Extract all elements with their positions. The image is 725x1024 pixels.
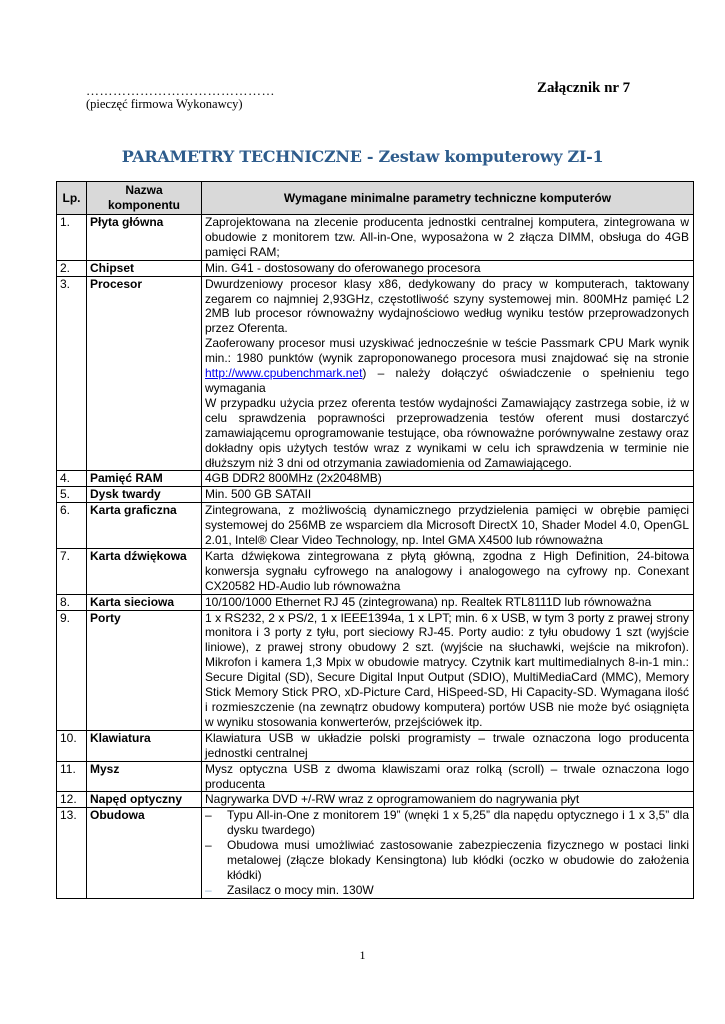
row-desc: Mysz optyczna USB z dwoma klawiszami oraz rolką (scroll) – trwale oznaczona logo producenta: [202, 761, 694, 792]
row-lp: 4.: [57, 471, 87, 487]
header-name-line1: Nazwa: [125, 183, 163, 197]
table-row: [57, 594, 694, 610]
row-lp: 3.: [57, 276, 87, 471]
row-lp: 13.: [57, 808, 87, 898]
row-desc: Klawiatura USB w układzie polski programisty – trwale oznaczona logo producenta jednostki centralnej: [202, 730, 694, 761]
cpu-desc-paragraph-2: [205, 336, 689, 396]
list-item: [205, 838, 689, 883]
stamp-dots-line: ……………………………………: [86, 83, 275, 98]
annex-label: Załącznik nr 7: [537, 80, 631, 96]
row-name: Obudowa: [87, 808, 202, 898]
row-desc: Zaprojektowana na zlecenie producenta jednostki centralnej komputera, zintegrowana w obudowie z monitorem tzw. All-in-One, wyposażona w 2 złącza DIMM, obsługa do 4GB pamięci RAM;: [202, 215, 694, 261]
table-row: [57, 792, 694, 808]
table-row: [57, 610, 694, 730]
cpu-desc-paragraph-1: Dwurdzeniowy procesor klasy x86, dedykowany do pracy w komputerach, taktowany zegarem co najmniej 2,93GHz, częstotliwość szyny systemowej min. 800MHz pamięć L2 2MB lub procesor równoważny wydajnościowo według wyniku testów przeprowadzonych przez Oferenta.: [205, 276, 689, 336]
row-desc: [202, 808, 694, 898]
row-name: Karta graficzna: [87, 503, 202, 549]
table-row: [57, 215, 694, 261]
dash-bullet: –: [205, 838, 212, 853]
row-name: Płyta główna: [87, 215, 202, 261]
row-name: Napęd optyczny: [87, 792, 202, 808]
row-lp: 2.: [57, 260, 87, 276]
table-row: [57, 548, 694, 594]
row-desc: Min. 500 GB SATAII: [202, 487, 694, 503]
row-desc: 10/100/1000 Ethernet RJ 45 (zintegrowana) np. Realtek RTL8111D lub równoważna: [202, 594, 694, 610]
document-title: PARAMETRY TECHNICZNE - Zestaw komputerowy ZI-1: [121, 147, 604, 166]
row-lp: 8.: [57, 594, 87, 610]
case-requirements-list: [205, 808, 689, 897]
row-lp: 11.: [57, 761, 87, 792]
list-item: [205, 808, 689, 838]
cpu-desc-text: ) – należy dołączyć oświadczenie o spełnieniu tego wymagania: [205, 366, 689, 395]
row-name: Klawiatura: [87, 730, 202, 761]
row-name: Pamięć RAM: [87, 471, 202, 487]
list-item: [205, 883, 689, 898]
row-name: Karta sieciowa: [87, 594, 202, 610]
row-desc: Zintegrowana, z możliwością dynamicznego przydzielenia pamięci w obrębie pamięci systemowej do 256MB ze wsparciem dla Microsoft DirectX 10, Shader Model 4.0, OpenGL 2.01, Intel® Clear Video Technology, np. Intel GMA X4500 lub równoważna: [202, 503, 694, 549]
header-name-line2: komponentu: [108, 198, 180, 212]
header-params: Wymagane minimalne parametry techniczne komputerów: [202, 182, 694, 215]
row-name: Procesor: [87, 276, 202, 471]
row-desc: 1 x RS232, 2 x PS/2, 1 x IEEE1394a, 1 x LPT; min. 6 x USB, w tym 3 porty z prawej strony monitora i 3 porty z tyłu, port sieciowy RJ-45. Porty audio: z tyłu obudowy 1 szt (wyjście liniowe), z prawej strony obudowy 2 szt. (wyjście na słuchawki, wejście na mikrofon). Mikrofon i kamera 1,3 Mpix w obudowie matrycy. Czytnik kart multimedialnych 8-in-1 min.: Secure Digital (SD), Secure Digital Input Output (SDIO), MultiMediaCard (MMC), Memory Stick Memory Stick PRO, xD-Picture Card, HiSpeed-SD, Hi Capacity-SD. Wymagana ilość i rozmieszczenie (na zewnątrz obudowy komputera) portów USB nie może być osiągnięta w wyniku stosowania konwerterów, przejściówek itp.: [202, 610, 694, 730]
row-lp: 10.: [57, 730, 87, 761]
cpu-desc-text: Zaoferowany procesor musi uzyskiwać jednocześnie w teście Passmark CPU Mark wynik min.: 1980 punktów (wynik zaproponowanego procesora musi znajdować się na stronie: [205, 336, 689, 366]
list-item-text: Obudowa musi umożliwiać zastosowanie zabezpieczenia fizycznego w postaci linki metalowej (złącze blokady Kensingtona) lub kłódki (oczko w obudowie do założenia kłódki): [227, 838, 689, 882]
row-lp: 12.: [57, 792, 87, 808]
page-number: 1: [359, 948, 366, 962]
cpu-desc-paragraph-3: W przypadku użycia przez oferenta testów wydajności Zamawiający zastrzega sobie, iż w celu sprawdzenia poprawności przeprowadzenia testów oferent musi dostarczyć zamawiającemu oprogramowanie testujące, oba równoważne porównywalne zestawy oraz dokładny opis użytych testów wraz z wynikami w celu ich sprawdzenia w terminie nie dłuższym niż 3 dni od otrzymania zawiadomienia od Zamawiającego.: [205, 395, 689, 470]
row-desc: Nagrywarka DVD +/-RW wraz z oprogramowaniem do nagrywania płyt: [202, 792, 694, 808]
row-name: Karta dźwiękowa: [87, 548, 202, 594]
row-lp: 5.: [57, 487, 87, 503]
row-desc: [202, 276, 694, 471]
row-lp: 9.: [57, 610, 87, 730]
row-name: Chipset: [87, 260, 202, 276]
dash-bullet: –: [205, 882, 212, 897]
list-item-text: Typu All-in-One z monitorem 19” (wnęki 1 x 5,25” dla napędu optycznego i 1 x 3,5” dla dysku twardego): [227, 808, 689, 838]
dash-bullet: –: [205, 808, 212, 823]
table-row: [57, 761, 694, 792]
table-row: [57, 487, 694, 503]
table-row: [57, 730, 694, 761]
table-row: [57, 260, 694, 276]
cpubenchmark-link[interactable]: http://www.cpubenchmark.net: [205, 366, 363, 381]
parameters-table: [56, 181, 694, 899]
row-desc: Min. G41 - dostosowany do oferowanego procesora: [202, 260, 694, 276]
table-row: [57, 808, 694, 898]
table-row: [57, 276, 694, 471]
header-name: [87, 182, 202, 215]
row-name: Mysz: [87, 761, 202, 792]
row-desc: Karta dźwiękowa zintegrowana z płytą główną, zgodna z High Definition, 24-bitowa konwersja sygnału cyfrowego na analogowy i analogowego na cyfrowy np. Conexant CX20582 HD-Audio lub równoważna: [202, 548, 694, 594]
row-lp: 1.: [57, 215, 87, 261]
row-lp: 6.: [57, 503, 87, 549]
header-lp: Lp.: [57, 182, 87, 215]
table-header-row: [57, 182, 694, 215]
table-row: [57, 503, 694, 549]
row-name: Dysk twardy: [87, 487, 202, 503]
table-row: [57, 471, 694, 487]
row-desc: 4GB DDR2 800MHz (2x2048MB): [202, 471, 694, 487]
row-lp: 7.: [57, 548, 87, 594]
list-item-text: Zasilacz o mocy min. 130W: [227, 882, 374, 897]
stamp-label: (pieczęć firmowa Wykonawcy): [86, 97, 243, 111]
row-name: Porty: [87, 610, 202, 730]
